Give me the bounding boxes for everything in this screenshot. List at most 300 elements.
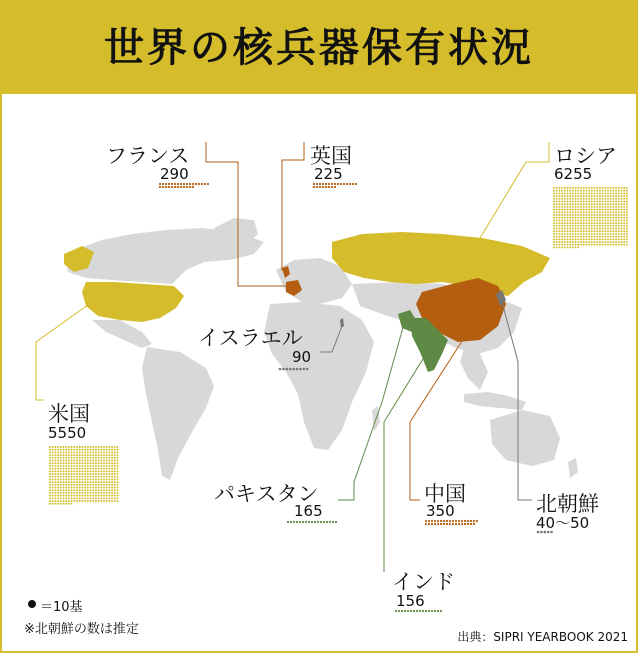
warhead-dot-6 — [440, 520, 442, 522]
warhead-dot-2 — [585, 217, 587, 219]
warhead-dot-2 — [561, 206, 563, 208]
warhead-dot-3 — [103, 481, 105, 483]
warhead-dot-3 — [71, 503, 73, 505]
warhead-dot-2 — [556, 190, 558, 192]
warhead-dot-3 — [100, 446, 102, 448]
warhead-dot-3 — [106, 495, 108, 497]
warhead-dot-2 — [626, 236, 628, 238]
warhead-dot-2 — [610, 241, 612, 243]
warhead-dot-3 — [76, 465, 78, 467]
warhead-dot-3 — [54, 446, 56, 448]
warhead-dot-3 — [65, 460, 67, 462]
warhead-dot-2 — [612, 211, 614, 213]
warhead-dot-3 — [90, 492, 92, 494]
warhead-dot-3 — [65, 478, 67, 480]
warhead-dot-3 — [60, 497, 62, 499]
warhead-dot-2 — [602, 217, 604, 219]
warhead-dot-6 — [434, 520, 436, 522]
warhead-dot-3 — [84, 476, 86, 478]
warhead-dot-3 — [49, 478, 51, 480]
warhead-dot-3 — [114, 476, 116, 478]
warhead-dot-3 — [103, 487, 105, 489]
warhead-dot-2 — [577, 195, 579, 197]
warhead-dot-3 — [84, 489, 86, 491]
warhead-dot-3 — [84, 446, 86, 448]
warhead-dot-2 — [604, 187, 606, 189]
warhead-dot-5 — [314, 521, 316, 523]
warhead-dot-2 — [612, 241, 614, 243]
warhead-dot-3 — [63, 487, 65, 489]
warhead-dot-2 — [607, 195, 609, 197]
warhead-dot-3 — [54, 460, 56, 462]
warhead-dot-6 — [437, 520, 439, 522]
warhead-dot-8 — [398, 610, 400, 612]
warhead-dot-2 — [602, 206, 604, 208]
warhead-dot-3 — [60, 500, 62, 502]
warhead-dot-3 — [60, 481, 62, 483]
warhead-dot-0 — [174, 183, 176, 185]
warhead-dot-2 — [599, 225, 601, 227]
warhead-dot-1 — [316, 183, 318, 185]
warhead-dot-2 — [583, 241, 585, 243]
warhead-dot-3 — [95, 497, 97, 499]
warhead-dot-3 — [95, 446, 97, 448]
warhead-dot-2 — [612, 244, 614, 246]
warhead-dot-3 — [114, 492, 116, 494]
warhead-dot-2 — [561, 230, 563, 232]
warhead-dot-2 — [607, 198, 609, 200]
warhead-dot-2 — [585, 228, 587, 230]
warhead-dot-3 — [76, 449, 78, 451]
warhead-dot-3 — [54, 500, 56, 502]
warhead-dot-3 — [103, 476, 105, 478]
warhead-dot-3 — [117, 470, 119, 472]
warhead-dot-2 — [561, 214, 563, 216]
warhead-dot-2 — [610, 225, 612, 227]
warhead-dot-3 — [100, 495, 102, 497]
warhead-dot-2 — [585, 219, 587, 221]
warhead-dot-3 — [76, 484, 78, 486]
warhead-dot-6 — [473, 523, 475, 525]
warhead-dot-2 — [602, 209, 604, 211]
warhead-dot-8 — [407, 610, 409, 612]
warhead-dot-2 — [567, 201, 569, 203]
warhead-dot-2 — [623, 217, 625, 219]
warhead-dot-3 — [117, 460, 119, 462]
warhead-dot-3 — [71, 473, 73, 475]
warhead-dot-2 — [591, 225, 593, 227]
warhead-dot-3 — [63, 451, 65, 453]
warhead-dot-3 — [73, 476, 75, 478]
southeast-asia-land — [460, 348, 488, 390]
warhead-dot-2 — [602, 192, 604, 194]
warhead-dot-3 — [49, 476, 51, 478]
warhead-dot-2 — [626, 214, 628, 216]
warhead-dot-3 — [100, 451, 102, 453]
warhead-dot-2 — [596, 244, 598, 246]
warhead-dot-3 — [103, 468, 105, 470]
warhead-dot-2 — [615, 211, 617, 213]
warhead-dot-3 — [111, 476, 113, 478]
warhead-dot-0 — [186, 183, 188, 185]
warhead-dot-3 — [65, 470, 67, 472]
warhead-dot-2 — [615, 187, 617, 189]
warhead-dot-3 — [84, 473, 86, 475]
warhead-dot-3 — [54, 451, 56, 453]
warhead-dot-2 — [580, 201, 582, 203]
warhead-dot-3 — [117, 476, 119, 478]
warhead-dot-6 — [455, 520, 457, 522]
warhead-dot-2 — [623, 222, 625, 224]
warhead-dot-2 — [553, 228, 555, 230]
warhead-dot-2 — [558, 209, 560, 211]
warhead-dot-3 — [100, 489, 102, 491]
warhead-dot-0 — [183, 183, 185, 185]
warhead-dot-6 — [470, 520, 472, 522]
warhead-dot-3 — [57, 446, 59, 448]
warhead-dot-2 — [591, 201, 593, 203]
warhead-dot-3 — [95, 489, 97, 491]
warhead-dot-3 — [73, 478, 75, 480]
warhead-dot-2 — [596, 195, 598, 197]
warhead-dot-2 — [623, 230, 625, 232]
warhead-dot-3 — [84, 481, 86, 483]
warhead-dot-3 — [60, 457, 62, 459]
warhead-dot-2 — [591, 187, 593, 189]
warhead-dot-2 — [604, 217, 606, 219]
warhead-dot-2 — [572, 236, 574, 238]
warhead-dot-3 — [100, 449, 102, 451]
warhead-dot-3 — [68, 446, 70, 448]
warhead-dot-2 — [612, 195, 614, 197]
warhead-dot-4 — [292, 368, 295, 371]
warhead-dot-3 — [95, 473, 97, 475]
warhead-dot-3 — [52, 492, 54, 494]
warhead-dot-2 — [626, 217, 628, 219]
warhead-dot-8 — [434, 610, 436, 612]
warhead-dot-2 — [556, 192, 558, 194]
warhead-dot-2 — [561, 187, 563, 189]
warhead-dot-3 — [68, 495, 70, 497]
warhead-dot-2 — [594, 219, 596, 221]
label-france-name: フランス — [106, 144, 190, 168]
warhead-dot-2 — [615, 241, 617, 243]
warhead-dot-2 — [618, 230, 620, 232]
warhead-dot-1 — [316, 186, 318, 188]
warhead-dot-2 — [553, 241, 555, 243]
warhead-dot-2 — [626, 187, 628, 189]
warhead-dot-3 — [92, 470, 94, 472]
warhead-dot-3 — [81, 468, 83, 470]
warhead-dot-1 — [349, 183, 351, 185]
warhead-dot-2 — [583, 206, 585, 208]
warhead-dot-3 — [117, 451, 119, 453]
warhead-dot-2 — [602, 225, 604, 227]
warhead-dot-2 — [585, 230, 587, 232]
warhead-dot-3 — [87, 489, 89, 491]
warhead-dot-2 — [612, 222, 614, 224]
warhead-dot-3 — [73, 460, 75, 462]
warhead-dot-3 — [95, 465, 97, 467]
warhead-dot-3 — [79, 476, 81, 478]
warhead-dot-3 — [65, 500, 67, 502]
warhead-dot-3 — [73, 446, 75, 448]
warhead-dot-2 — [615, 228, 617, 230]
warhead-dot-2 — [615, 201, 617, 203]
warhead-dot-3 — [79, 468, 81, 470]
warhead-dot-3 — [90, 489, 92, 491]
warhead-dot-2 — [558, 190, 560, 192]
warhead-dot-2 — [577, 219, 579, 221]
warhead-dot-2 — [553, 233, 555, 235]
warhead-dot-3 — [79, 446, 81, 448]
warhead-dot-3 — [87, 487, 89, 489]
warhead-dot-3 — [81, 481, 83, 483]
warhead-dot-2 — [612, 238, 614, 240]
warhead-dot-2 — [569, 195, 571, 197]
warhead-dot-3 — [71, 492, 73, 494]
warhead-dot-3 — [100, 460, 102, 462]
warhead-dot-2 — [569, 228, 571, 230]
warhead-dot-3 — [76, 487, 78, 489]
warhead-dot-3 — [81, 497, 83, 499]
label-usa-count: 5550 — [48, 424, 87, 442]
warhead-dot-3 — [114, 468, 116, 470]
warhead-dot-3 — [90, 473, 92, 475]
warhead-dot-3 — [52, 468, 54, 470]
warhead-dot-3 — [71, 454, 73, 456]
warhead-dot-2 — [591, 238, 593, 240]
warhead-dot-3 — [111, 492, 113, 494]
warhead-dot-2 — [615, 230, 617, 232]
warhead-dot-2 — [567, 190, 569, 192]
warhead-dot-2 — [623, 190, 625, 192]
warhead-dot-2 — [599, 222, 601, 224]
warhead-dot-2 — [572, 244, 574, 246]
warhead-dot-3 — [103, 454, 105, 456]
warhead-dot-2 — [623, 187, 625, 189]
warhead-dot-3 — [111, 457, 113, 459]
usa-territory — [82, 282, 184, 322]
warhead-dot-3 — [52, 500, 54, 502]
warhead-dot-2 — [591, 241, 593, 243]
warhead-dot-2 — [610, 190, 612, 192]
warhead-dot-2 — [577, 192, 579, 194]
warhead-dot-2 — [577, 228, 579, 230]
warhead-dot-3 — [54, 462, 56, 464]
warhead-dot-3 — [49, 473, 51, 475]
leader-line-russia — [480, 142, 549, 238]
warhead-dot-3 — [100, 484, 102, 486]
warhead-dot-2 — [558, 198, 560, 200]
warhead-dot-3 — [71, 487, 73, 489]
warhead-dot-3 — [60, 495, 62, 497]
warhead-dot-4 — [282, 368, 285, 371]
warhead-dot-3 — [100, 468, 102, 470]
warhead-dot-2 — [596, 198, 598, 200]
warhead-dot-3 — [92, 484, 94, 486]
warhead-dot-3 — [100, 497, 102, 499]
warhead-dot-2 — [607, 201, 609, 203]
warhead-dot-1 — [328, 183, 330, 185]
warhead-dot-2 — [612, 225, 614, 227]
warhead-dot-2 — [583, 211, 585, 213]
warhead-dot-2 — [596, 225, 598, 227]
warhead-dot-3 — [71, 462, 73, 464]
warhead-dot-3 — [52, 473, 54, 475]
warhead-dot-2 — [583, 225, 585, 227]
warhead-dot-3 — [106, 457, 108, 459]
warhead-dot-2 — [607, 192, 609, 194]
warhead-dot-3 — [57, 481, 59, 483]
warhead-dot-3 — [73, 449, 75, 451]
warhead-dot-2 — [623, 228, 625, 230]
warhead-dot-3 — [98, 457, 100, 459]
leader-line-uk — [282, 142, 304, 270]
warhead-dot-2 — [553, 198, 555, 200]
warhead-dot-2 — [615, 238, 617, 240]
warhead-dot-3 — [49, 500, 51, 502]
warhead-dot-3 — [87, 500, 89, 502]
warhead-dot-2 — [618, 190, 620, 192]
warhead-dot-8 — [404, 610, 406, 612]
label-north-korea-count: 40～50 — [536, 514, 590, 532]
warhead-dot-3 — [49, 454, 51, 456]
warhead-dot-6 — [467, 520, 469, 522]
warhead-dot-3 — [52, 446, 54, 448]
warhead-dot-2 — [596, 228, 598, 230]
warhead-dot-2 — [585, 192, 587, 194]
warhead-dot-2 — [591, 206, 593, 208]
warhead-dot-3 — [114, 470, 116, 472]
warhead-dot-2 — [612, 206, 614, 208]
warhead-dot-2 — [604, 192, 606, 194]
warhead-dot-2 — [591, 233, 593, 235]
warhead-dot-1 — [322, 183, 324, 185]
warhead-dot-3 — [84, 460, 86, 462]
warhead-dot-3 — [117, 497, 119, 499]
warhead-dot-2 — [567, 228, 569, 230]
warhead-dot-2 — [558, 217, 560, 219]
warhead-dot-3 — [79, 449, 81, 451]
warhead-dot-2 — [618, 244, 620, 246]
warhead-dot-3 — [71, 446, 73, 448]
warhead-dot-3 — [73, 492, 75, 494]
warhead-dot-3 — [65, 473, 67, 475]
warhead-dot-3 — [106, 487, 108, 489]
warhead-dot-3 — [57, 451, 59, 453]
warhead-dot-3 — [81, 484, 83, 486]
warhead-dot-3 — [108, 487, 110, 489]
warhead-dot-3 — [52, 489, 54, 491]
warhead-dot-3 — [63, 449, 65, 451]
warhead-dot-3 — [54, 492, 56, 494]
chart-title: 世界の核兵器保有状況 — [104, 25, 534, 71]
warhead-dot-2 — [621, 209, 623, 211]
warhead-dot-2 — [553, 244, 555, 246]
warhead-dot-6 — [443, 520, 445, 522]
warhead-dot-2 — [583, 187, 585, 189]
warhead-dot-2 — [607, 233, 609, 235]
warhead-dot-2 — [591, 230, 593, 232]
warhead-dot-2 — [602, 201, 604, 203]
warhead-dot-3 — [54, 470, 56, 472]
warhead-dot-3 — [108, 489, 110, 491]
warhead-dot-6 — [461, 523, 463, 525]
warhead-dot-3 — [92, 500, 94, 502]
warhead-dot-2 — [591, 195, 593, 197]
warhead-dot-3 — [54, 484, 56, 486]
warhead-dot-2 — [604, 230, 606, 232]
warhead-dot-2 — [572, 190, 574, 192]
warhead-dot-2 — [604, 219, 606, 221]
warhead-dot-3 — [111, 460, 113, 462]
warhead-dot-2 — [591, 236, 593, 238]
warhead-dot-3 — [60, 449, 62, 451]
warhead-dot-0 — [171, 186, 173, 188]
warhead-dot-2 — [607, 236, 609, 238]
warhead-dot-3 — [57, 495, 59, 497]
warhead-dot-2 — [602, 241, 604, 243]
warhead-dot-2 — [567, 192, 569, 194]
warhead-dot-3 — [103, 497, 105, 499]
warhead-dot-3 — [52, 451, 54, 453]
warhead-dot-3 — [49, 497, 51, 499]
warhead-dot-3 — [65, 457, 67, 459]
warhead-dot-3 — [106, 492, 108, 494]
warhead-dot-3 — [108, 481, 110, 483]
warhead-dot-3 — [65, 495, 67, 497]
warhead-dot-2 — [583, 233, 585, 235]
warhead-dot-3 — [76, 460, 78, 462]
warhead-dot-3 — [79, 492, 81, 494]
warhead-dot-3 — [52, 497, 54, 499]
warhead-dot-2 — [594, 192, 596, 194]
warhead-dot-2 — [602, 222, 604, 224]
warhead-dot-2 — [558, 206, 560, 208]
warhead-dot-2 — [561, 201, 563, 203]
warhead-dot-5 — [287, 521, 289, 523]
warhead-dot-2 — [572, 201, 574, 203]
warhead-dot-3 — [57, 454, 59, 456]
warhead-dot-2 — [580, 209, 582, 211]
warhead-dot-3 — [90, 449, 92, 451]
warhead-dot-2 — [577, 209, 579, 211]
warhead-dot-3 — [54, 497, 56, 499]
warhead-dot-2 — [591, 217, 593, 219]
warhead-dot-2 — [556, 206, 558, 208]
warhead-dot-2 — [596, 206, 598, 208]
warhead-dot-3 — [49, 457, 51, 459]
warhead-dot-3 — [95, 468, 97, 470]
warhead-dot-2 — [612, 233, 614, 235]
warhead-dot-2 — [602, 238, 604, 240]
warhead-dot-1 — [355, 183, 357, 185]
warhead-dot-2 — [596, 233, 598, 235]
warhead-dot-3 — [81, 465, 83, 467]
warhead-dot-2 — [594, 244, 596, 246]
warhead-dot-2 — [564, 233, 566, 235]
warhead-dot-3 — [100, 492, 102, 494]
warhead-dot-2 — [615, 233, 617, 235]
warhead-dot-3 — [60, 446, 62, 448]
warhead-dot-3 — [106, 460, 108, 462]
warhead-dot-2 — [575, 233, 577, 235]
warhead-dot-2 — [572, 238, 574, 240]
warhead-dot-5 — [317, 521, 319, 523]
warhead-dot-2 — [577, 201, 579, 203]
warhead-dot-2 — [596, 187, 598, 189]
